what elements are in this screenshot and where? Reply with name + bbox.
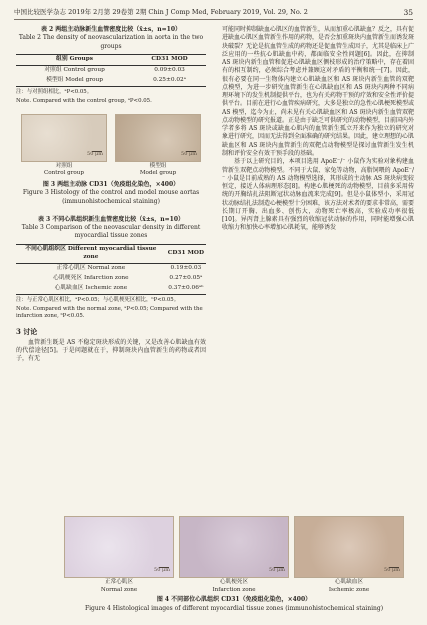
scale-label: 50 μm <box>269 567 285 574</box>
left-column <box>16 26 206 363</box>
panel-label-en: Infarction zone <box>212 586 256 593</box>
table3-title-zh: 表 3 不同心肌组织新生血管密度比较（x̄±s，n=10） <box>37 215 185 223</box>
table2 <box>16 54 206 87</box>
table2-header-group: 组别 Groups <box>56 55 94 62</box>
figure3-panel <box>115 114 201 177</box>
figure4-panel <box>179 516 289 593</box>
panel-label-zh: 对照组 <box>55 162 73 169</box>
figure4-images <box>64 516 404 593</box>
table2-title-zh: 表 2 两组主动脉新生血管密度比较（x̄±s，n=10） <box>40 26 182 33</box>
figure3-caption-en: Figure 3 Histology of the control and model mouse aortas (immunohistochemical staining) <box>22 189 200 205</box>
panel-label-zh: 心肌缺血区 <box>335 579 363 585</box>
table3 <box>16 244 206 295</box>
table2-title-en: Table 2 The density of neovascularization in aorta in the two groups <box>18 34 204 50</box>
table3-note-zh: 注：与正常心肌区相比，ᵃP<0.05；与心肌梗死区相比，ᵇP<0.05。 <box>16 296 180 303</box>
figure3-caption <box>16 181 206 206</box>
table3-value-cell: 0.19±0.03 <box>170 264 202 271</box>
journal-header: 中国比较医学杂志 2019年 2月第 29卷第 2期 Chin J Comp Med, February 2019, Vol. 29, No. 2 <box>14 8 308 16</box>
table3-value-cell: 0.27±0.05ᵃ <box>169 274 203 281</box>
table3-header-zone: 不同心肌组织区 Different myocardial tissue zone <box>25 245 157 260</box>
table2-caption <box>16 26 206 51</box>
table-row <box>16 284 206 294</box>
table3-title-en: Table 3 Comparison of the neovascular density in different myocardial tissue zones <box>21 224 201 240</box>
table3-caption <box>16 216 206 241</box>
table-row <box>16 263 206 273</box>
table3-zone-cell: 心肌缺血区 Ischemic zone <box>54 284 128 291</box>
normal-zone-micrograph <box>64 516 174 578</box>
figure4-panel <box>64 516 174 593</box>
table2-note-zh: 注：与对照组相比，ᵃP<0.05。 <box>16 88 93 95</box>
table-row <box>16 76 206 86</box>
table-row <box>16 274 206 284</box>
figure4-panel <box>294 516 404 593</box>
table2-value-cell: 0.09±0.03 <box>154 66 185 73</box>
running-header <box>14 8 413 20</box>
discussion-paragraph: 血管新生既是 AS 不稳定斑块形成的关键，又是改善心肌缺血有效的代偿途径[5]。于是问题就在于，抑制斑块内血管新生的药物或者因子，有无 <box>16 338 206 363</box>
table3-zone-cell: 正常心肌区 Normal zone <box>56 264 126 271</box>
scale-label: 50 μm <box>181 150 197 157</box>
figure3-caption-zh: 图 3 两组主动脉 CD31（免疫组化染色，×400） <box>42 181 180 189</box>
page-number: 35 <box>403 8 413 17</box>
model-aorta-micrograph <box>115 114 201 162</box>
table3-header-mod: CD31 MOD <box>167 249 205 256</box>
figure4-caption-en: Figure 4 Histological images of different myocardial tissue zones (immunohistochemical staining) <box>84 604 384 612</box>
table2-header-mod: CD31 MOD <box>151 55 188 62</box>
table2-value-cell: 0.25±0.02ᵃ <box>153 76 186 83</box>
panel-label-zh: 正常心肌区 <box>105 579 133 585</box>
body-paragraph: 基于以上研究目的，本项目选用 ApoE⁻/⁻ 小鼠作为实验对象构建血管新生双靶点动物模型。不同于大鼠、家兔等动物，高脂饲喂的 ApoE⁻/⁻ 小鼠是目前成熟的 AS 动物模型选择，其形成的主动脉 AS 斑块病变较恒定，接近人体病理形态[8]。构建心肌梗死的动物模型，目前多采用传统的开胸结扎法阻断冠状动脉血流来完成[9]。但是小鼠体型小，采用冠状动脉结扎法制造心梗模型十分困难，该方法对术者的要求非常高，需要长期订开胸、出血多、创伤大，动物死亡率极高，实验成功率很低[10]。异丙肾上腺素具有强烈的收缩冠状动脉的作用，同时能增强心肌收缩力和加快心率增加心肌耗氧，能够诱发 <box>222 158 415 232</box>
table-row <box>16 65 206 75</box>
ischemic-zone-micrograph <box>294 516 404 578</box>
scale-label: 50 μm <box>384 567 400 574</box>
body-paragraph: 可能同时抑制缺血心肌区的血管新生，从而加重心肌缺血？反之，具有促进缺血心肌区血管新生作用的药物，是否会加重斑块内血管新生而诱发斑块破裂？无论是抗血管生成的药物还是促血管生成因子，尤其是临床上广泛应用的一些抗心肌缺血中药，都面临安全性问题[6]。因此，在抑制 AS 斑块内新生血管和促进心肌缺血区侧枝形成的治疗策略中，存在着固有的相互制约，必须综合考虑并兼顾这对矛盾的平衡和统一[7]。因此，很有必要在同一生物体内建立心肌缺血区和 AS 斑块内新生血管的双靶点模型，为进一步研究血管新生在心肌缺血区和 AS 斑块内两种不同病理环境下的发生机制提供平台，也为有关药物干预的疗效和安全性评价提供平台。目前在进行心血管疾病研究，大多是独立的急性心肌梗死模型或 AS 模型，迄今为止，尚未见有关心肌缺血区和 AS 斑块内新生血管双靶点动物模型的研究报道。正是由于缺乏可供研究的动物模型，目前国内外学者多将 AS 斑块或缺血心肌内的血管新生孤立开来作为独立的研究对象进行研究，因而无法得到全面准确的研究结果。因此，建立理想的心肌缺血区和 AS 斑块内血管新生的双靶点动物模型是探讨血管新生发生机制和评价安全有效干预手段的基础。 <box>222 26 415 157</box>
figure3-panel <box>21 114 107 177</box>
figure4 <box>64 516 404 613</box>
figure4-caption <box>64 596 404 613</box>
table3-value-cell: 0.37±0.06ᵃᵇ <box>168 284 204 291</box>
right-column <box>222 26 414 233</box>
discussion-heading: 3 讨论 <box>16 326 38 336</box>
panel-label-zh: 心肌梗死区 <box>220 579 248 585</box>
panel-label-en: Control group <box>44 170 84 177</box>
table3-zone-cell: 心肌梗死区 Infarction zone <box>53 274 129 281</box>
scale-label: 50 μm <box>154 567 170 574</box>
panel-label-zh: 模型组 <box>149 162 167 169</box>
figure4-caption-zh: 图 4 不同部位心肌组织 CD31（免疫组化染色，×400） <box>156 596 312 604</box>
table3-note-en: Note. Compared with the normal zone, ᵃP<0.05; Compared with the infarction zone, ᵇP<0.05. <box>16 306 203 320</box>
table2-group-cell: 模型组 Model group <box>46 76 103 83</box>
control-aorta-micrograph <box>21 114 107 162</box>
table2-group-cell: 对照组 Control group <box>44 66 105 73</box>
scale-label: 50 μm <box>87 150 103 157</box>
panel-label-en: Normal zone <box>100 586 138 593</box>
panel-label-en: Model group <box>139 170 177 177</box>
infarction-zone-micrograph <box>179 516 289 578</box>
table2-note-en: Note. Compared with the control group, ᵃP<0.05. <box>16 98 152 105</box>
figure3-images <box>16 114 206 177</box>
panel-label-en: Ischemic zone <box>328 586 370 593</box>
